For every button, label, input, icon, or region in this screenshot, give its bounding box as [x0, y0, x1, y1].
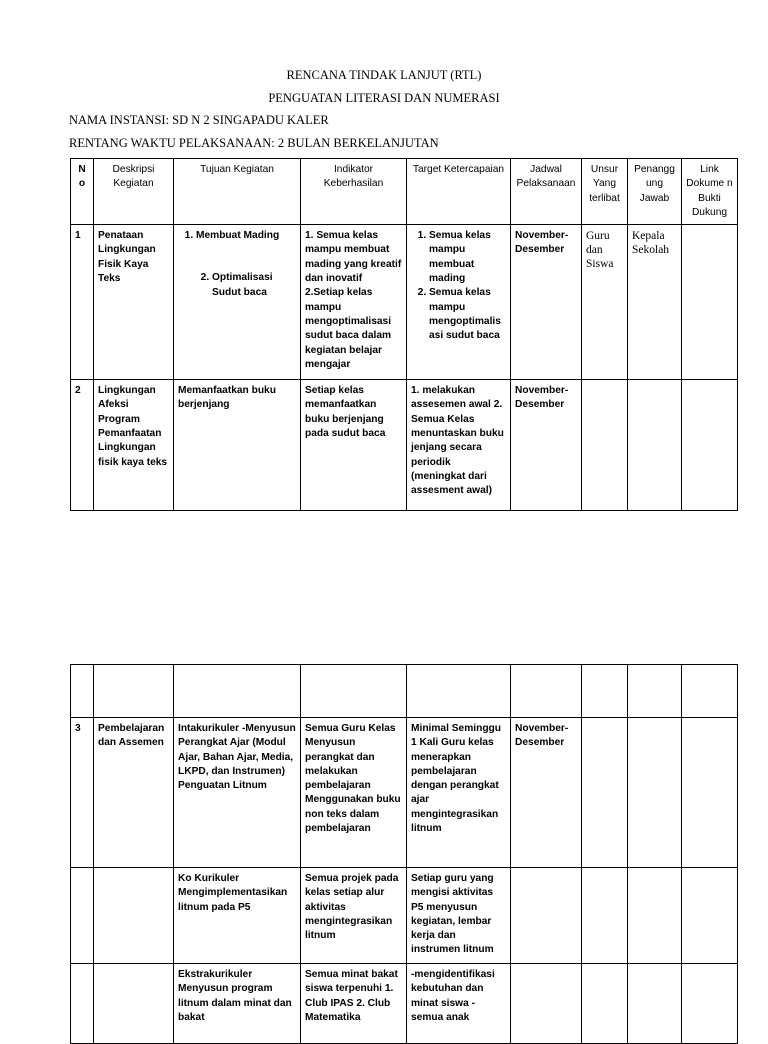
row4-indikator: Semua projek pada kelas setiap alur aktivitas mengintegrasikan litnum: [301, 868, 407, 964]
empty-cell: [71, 665, 94, 718]
row1-tujuan-item: 2. Optimalisasi Sudut baca: [212, 271, 296, 300]
empty-cell: [301, 665, 407, 718]
table-row: [71, 225, 738, 380]
col-header-unsur: Unsur Yang terlibat: [582, 159, 628, 225]
table-row: [71, 868, 738, 964]
row1-tujuan: [174, 225, 301, 380]
row1-penanggung: Kepala Sekolah: [628, 225, 682, 380]
row5-no: [71, 964, 94, 1044]
row3-indikator: Semua Guru Kelas Menyusun perangkat dan melakukan pembelajaran Menggunakan buku non teks dalam pembelajaran: [301, 718, 407, 868]
row3-penanggung: [628, 718, 682, 868]
row2-indikator: Setiap kelas memanfaatkan buku berjenjang pada sudut baca: [301, 380, 407, 511]
table-header-row: [71, 159, 738, 225]
rtl-table-page1: [70, 158, 738, 511]
row2-link: [682, 380, 738, 511]
row2-unsur: [582, 380, 628, 511]
row4-link: [682, 868, 738, 964]
row2-no: 2: [71, 380, 94, 511]
empty-cell: [682, 665, 738, 718]
empty-cell: [628, 665, 682, 718]
row4-penanggung: [628, 868, 682, 964]
row5-unsur: [582, 964, 628, 1044]
table-row: [71, 380, 738, 511]
row3-target: Minimal Seminggu 1 Kali Guru kelas menerapkan pembelajaran dengan perangkat ajar mengintegrasikan litnum: [407, 718, 511, 868]
row1-target-item: 2. Semua kelas mampu mengoptimalisasi sudut baca: [429, 286, 506, 343]
col-header-no: N o: [71, 159, 94, 225]
row2-deskripsi: Lingkungan Afeksi Program Pemanfaatan Lingkungan fisik kaya teks: [94, 380, 174, 511]
row2-jadwal: November-Desember: [511, 380, 582, 511]
col-header-deskripsi: Deskripsi Kegiatan: [94, 159, 174, 225]
row4-unsur: [582, 868, 628, 964]
row5-link: [682, 964, 738, 1044]
row5-jadwal: [511, 964, 582, 1044]
rtl-table-page2: [70, 664, 738, 1044]
row3-unsur: [582, 718, 628, 868]
row4-jadwal: [511, 868, 582, 964]
col-header-penanggung: Penangg ung Jawab: [628, 159, 682, 225]
empty-cell: [407, 665, 511, 718]
document-subtitle: PENGUATAN LITERASI DAN NUMERASI: [268, 91, 500, 105]
row3-no: 3: [71, 718, 94, 868]
implementation-period: RENTANG WAKTU PELAKSANAAN: 2 BULAN BERKELANJUTAN: [69, 136, 439, 150]
row1-link: [682, 225, 738, 380]
table-empty-row: [71, 665, 738, 718]
col-header-jadwal: Jadwal Pelaksanaan: [511, 159, 582, 225]
row2-tujuan: Memanfaatkan buku berjenjang: [174, 380, 301, 511]
row3-link: [682, 718, 738, 868]
row5-penanggung: [628, 964, 682, 1044]
row4-tujuan: Ko Kurikuler Mengimplementasikan litnum pada P5: [174, 868, 301, 964]
row1-tujuan-item: 1. Membuat Mading: [196, 229, 296, 243]
row3-jadwal: November-Desember: [511, 718, 582, 868]
table-row: [71, 718, 738, 868]
row3-tujuan: Intakurikuler -Menyusun Perangkat Ajar (Modul Ajar, Bahan Ajar, Media, LKPD, dan Instrumen) Penguatan Litnum: [174, 718, 301, 868]
row1-jadwal: November-Desember: [511, 225, 582, 380]
row1-target: [407, 225, 511, 380]
document-title: RENCANA TINDAK LANJUT (RTL): [286, 68, 482, 82]
col-header-tujuan: Tujuan Kegiatan: [174, 159, 301, 225]
table-row: [71, 964, 738, 1044]
row5-indikator: Semua minat bakat siswa terpenuhi 1. Club IPAS 2. Club Matematika: [301, 964, 407, 1044]
row1-target-item: 1. Semua kelas mampu membuat mading: [429, 229, 506, 286]
row1-deskripsi: Penataan Lingkungan Fisik Kaya Teks: [94, 225, 174, 380]
empty-cell: [582, 665, 628, 718]
row5-tujuan: Ekstrakurikuler Menyusun program litnum dalam minat dan bakat: [174, 964, 301, 1044]
col-header-target: Target Ketercapaian: [407, 159, 511, 225]
col-header-link: Link Dokume n Bukti Dukung: [682, 159, 738, 225]
empty-cell: [94, 665, 174, 718]
row3-deskripsi: Pembelajaran dan Assemen: [94, 718, 174, 868]
row2-penanggung: [628, 380, 682, 511]
col-header-indikator: Indikator Keberhasilan: [301, 159, 407, 225]
row1-indikator: 1. Semua kelas mampu membuat mading yang kreatif dan inovatif 2.Setiap kelas mampu mengoptimalisasi sudut baca dalam kegiatan belajar mengajar: [301, 225, 407, 380]
empty-cell: [511, 665, 582, 718]
row4-deskripsi: [94, 868, 174, 964]
row2-target: 1. melakukan assesemen awal 2. Semua Kelas menuntaskan buku jenjang secara periodik (meningkat dari assesment awal): [407, 380, 511, 511]
row5-deskripsi: [94, 964, 174, 1044]
institution-name: NAMA INSTANSI: SD N 2 SINGAPADU KALER: [69, 113, 329, 127]
row5-target: -mengidentifikasi kebutuhan dan minat siswa -semua anak: [407, 964, 511, 1044]
row1-unsur: Guru dan Siswa: [582, 225, 628, 380]
row1-no: 1: [71, 225, 94, 380]
row4-no: [71, 868, 94, 964]
empty-cell: [174, 665, 301, 718]
row4-target: Setiap guru yang mengisi aktivitas P5 menyusun kegiatan, lembar kerja dan instrumen litnum: [407, 868, 511, 964]
